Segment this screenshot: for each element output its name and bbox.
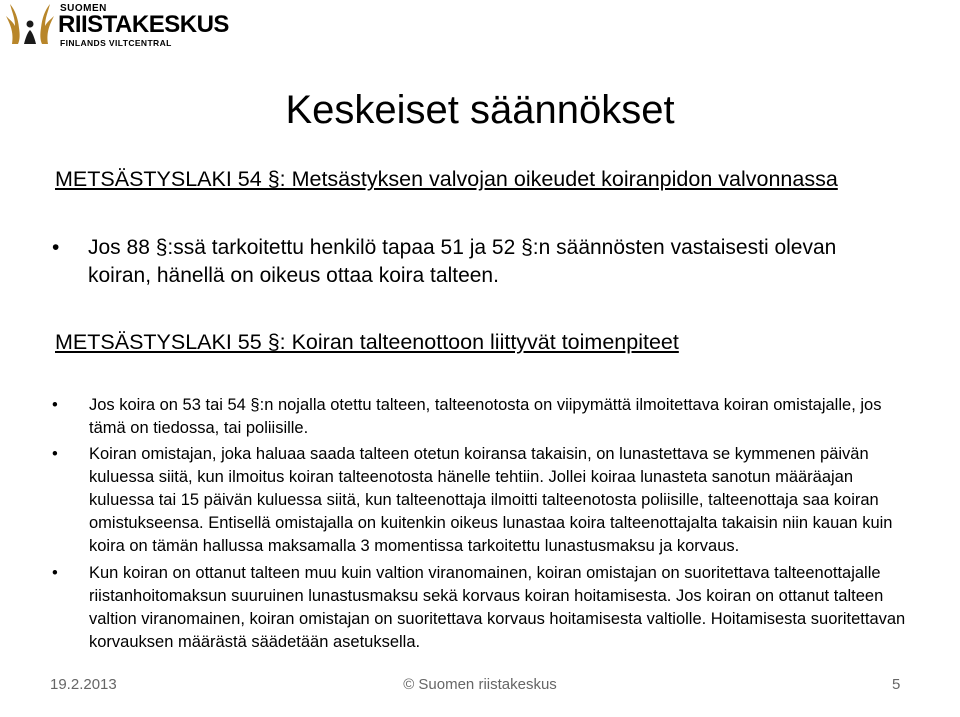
list-item [52,394,912,440]
bullet-icon: • [52,564,58,582]
bullet-text: Kun koiran on ottanut talteen muu kuin valtion viranomainen, koiran omistajan on suoritettava talteenottajalle riistanhoitomaksun suuruinen lunastusmaksu sekä korvaus koiran hoitamisesta. Jos koiran on ottanut talteen valtion viranomainen, koiran omistajan on suoritettava korvaus hoitamisesta valtiolle. Hoitamisesta suoritettavan korvauksen määrästä säädetään asetuksella. [89,564,906,651]
list-item [52,234,885,290]
section2-heading: METSÄSTYSLAKI 55 §: Koiran talteenottoon liittyvät toimenpiteet [55,330,679,354]
section1-heading: METSÄSTYSLAKI 54 §: Metsästyksen valvojan oikeudet koiranpidon valvonnassa [55,167,838,191]
footer-copyright: © Suomen riistakeskus [403,676,557,693]
antler-emblem-icon [4,2,56,46]
list-item [52,562,912,654]
bullet-icon: • [52,396,58,414]
riistakeskus-logo [4,2,244,46]
bullet-text: Jos 88 §:ssä tarkoitettu henkilö tapaa 51 ja 52 §:n säännösten vastaisesti olevan koiran, hänellä on oikeus ottaa koira talteen. [88,236,837,287]
logo-sub-text: FINLANDS VILTCENTRAL [60,38,172,48]
bullet-icon: • [52,236,60,259]
logo-top-text: SUOMEN [60,3,107,14]
bullet-text: Jos koira on 53 tai 54 §:n nojalla otettu talteen, talteenotosta on viipymättä ilmoitettava koiran omistajalle, jos tämä on tiedossa, tai poliisille. [89,396,882,437]
slide-title: Keskeiset säännökset [285,88,675,132]
list-item [52,443,912,558]
footer-date: 19.2.2013 [50,676,117,693]
logo-brand-text: RIISTAKESKUS [58,11,229,38]
bullet-text: Koiran omistajan, joka haluaa saada talteen otetun koiransa takaisin, on lunastettava se kymmenen päivän kuluessa siitä, kun ilmoitus koiran talteenotosta hänelle tehtiin. Jollei koiraa lunasteta sanotun määräajan kuluessa tai 15 päivän kuluessa siitä, kun talteenottaja ilmoitti talteenotosta poliisille, talteenottaja saa koiran omistukseensa. Entisellä omistajalla on kuitenkin oikeus lunastaa koira talteenottajalta takaisin niin kauan kuin koira on tämän hallussa maksamalla 3 momentissa tarkoitettu lunastusmaksu ja korvaus. [89,445,893,555]
bullet-icon: • [52,445,58,463]
footer-page-number: 5 [892,676,901,693]
